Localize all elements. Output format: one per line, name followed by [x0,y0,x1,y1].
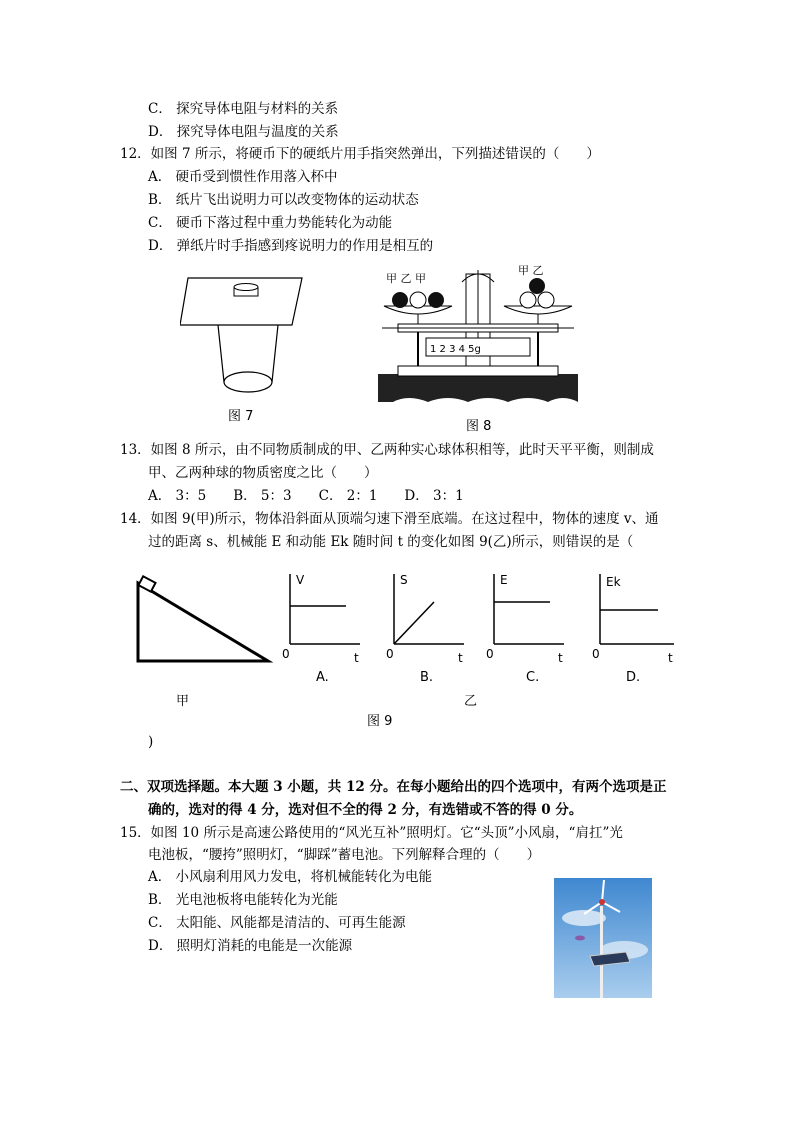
q12-option-d: D． 弹纸片时手指感到疼说明力的作用是相互的 [148,238,434,254]
q12-stem: 12．如图 7 所示，将硬币下的硬纸片用手指突然弹出，下列描述错误的（ ） [120,146,600,162]
graph-c-xlabel: t [558,651,563,665]
graph-c-mechanical-energy [486,568,568,668]
q13-stem-line2: 甲、乙两种球的物质密度之比（ ） [148,465,378,481]
figure-9-left-label: 甲 [176,694,190,709]
figure-9-incline [130,575,275,670]
q15-option-b: B． 光电池板将电能转化为光能 [148,892,338,908]
graph-a-option: A. [316,670,329,685]
graph-d-kinetic-energy [592,568,682,668]
graph-c-origin: 0 [486,647,494,661]
graph-b-option: B. [420,670,434,685]
graph-b-xlabel: t [458,651,463,665]
section2-heading-line2: 确的，选对的得 4 分，选对但不全的得 2 分，有选错或不答的得 0 分。 [148,802,583,818]
q15-option-d: D． 照明灯消耗的电能是一次能源 [148,938,353,954]
q15-stem-line1: 15．如图 10 所示是高速公路使用的“风光互补”照明灯。它“头顶”小风扇，“肩扛”光 [120,825,623,841]
q14-stem-line1: 14．如图 9(甲)所示，物体沿斜面从顶端匀速下滑至底端。在这过程中，物体的速度 v、通 [120,511,659,527]
q12-option-a: A． 硬币受到惯性作用落入杯中 [148,169,338,185]
figure-7-cup-card-coin [180,270,310,400]
section2-heading-line1: 二、双项选择题。本大题 3 小题，共 12 分。在每小题给出的四个选项中，有两个选项是正 [120,779,667,795]
figure-9-right-label: 乙 [464,694,478,709]
figure-9-caption: 图 9 [367,714,393,729]
graph-c-option: C. [526,670,540,685]
right-pan-label: 甲 乙 [518,264,544,277]
graph-d-origin: 0 [592,647,600,661]
q12-option-c: C． 硬币下落过程中重力势能转化为动能 [148,215,393,231]
graph-d-option: D. [626,670,641,685]
graph-b-distance [386,568,468,668]
figure-8-balance [378,262,578,412]
balance-scale-marks: 1 2 3 4 5g [430,344,481,355]
graph-a-velocity [282,568,364,668]
graph-c-ylabel: E [500,573,508,587]
graph-a-ylabel: V [296,573,305,587]
graph-a-xlabel: t [354,651,359,665]
q13-options: A． 3：5 B． 5：3 C． 2：1 D． 3：1 [148,488,464,504]
graph-d-ylabel: Ek [606,575,621,589]
q12-option-b: B． 纸片飞出说明力可以改变物体的运动状态 [148,192,419,208]
q14-stem-line2: 过的距离 s、机械能 E 和动能 Ek 随时间 t 的变化如图 9(乙)所示，则错误的是（ [148,534,634,550]
q15-option-c: C． 太阳能、风能都是清洁的、可再生能源 [148,915,406,931]
graph-a-origin: 0 [282,647,290,661]
figure-10-wind-solar-lamp-photo [554,878,652,998]
q15-option-a: A． 小风扇利用风力发电，将机械能转化为电能 [148,869,433,885]
figure-8-caption: 图 8 [466,419,492,434]
left-pan-label: 甲 乙 甲 [386,272,426,285]
q11-option-d: D． 探究导体电阻与温度的关系 [148,124,339,140]
figure-7-caption: 图 7 [228,409,254,424]
q11-option-c: C． 探究导体电阻与材料的关系 [148,101,339,117]
q13-stem-line1: 13．如图 8 所示，由不同物质制成的甲、乙两种实心球体积相等，此时天平平衡，则制成 [120,442,654,458]
graph-b-origin: 0 [386,647,394,661]
graph-b-ylabel: S [400,573,408,587]
q14-stem-line3: ) [148,734,154,750]
q15-stem-line2: 电池板，“腰挎”照明灯，“脚踩”蓄电池。下列解释合理的（ ） [148,847,541,863]
graph-d-xlabel: t [668,651,673,665]
